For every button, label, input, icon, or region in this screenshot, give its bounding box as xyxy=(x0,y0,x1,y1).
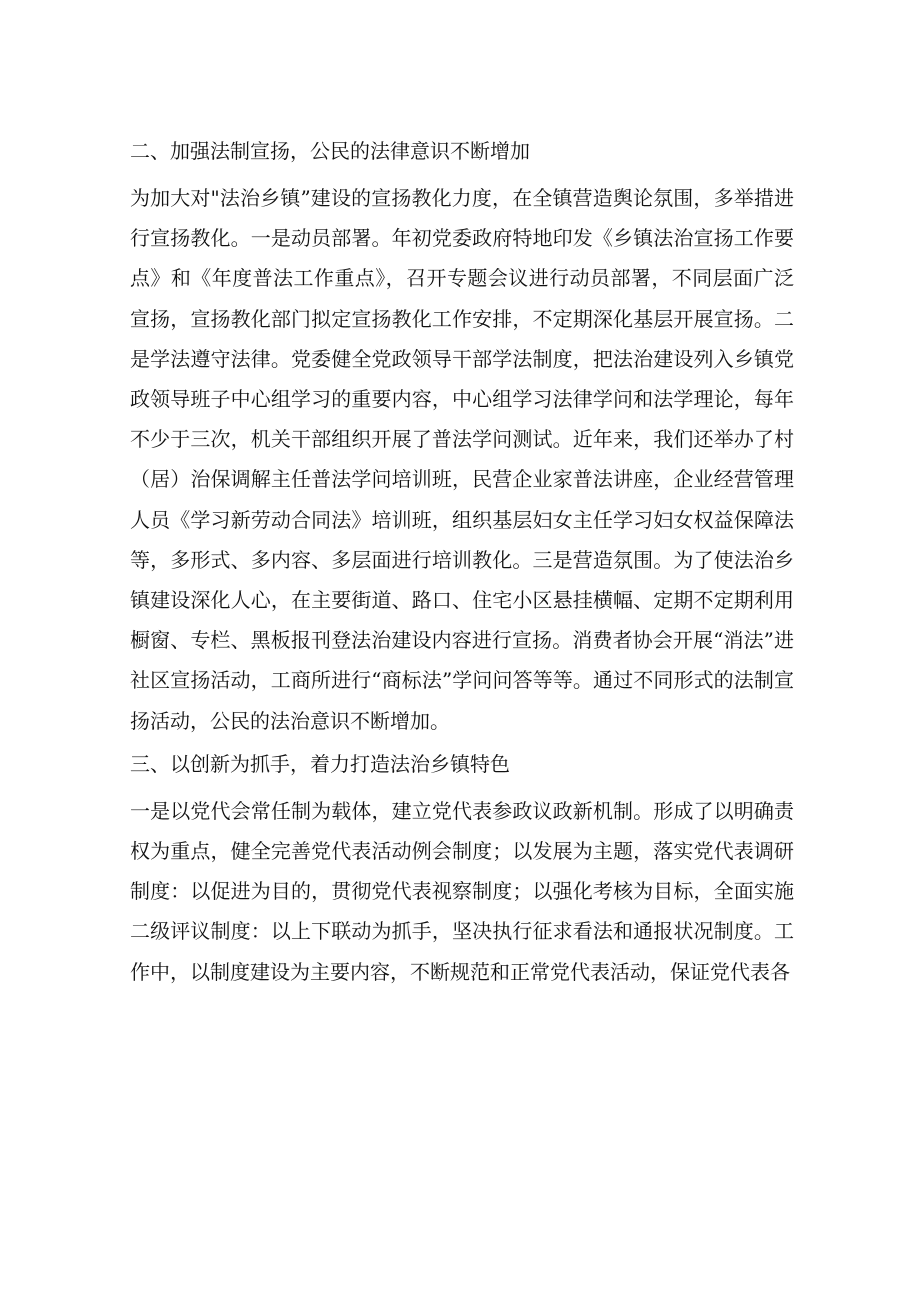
section-body-3: 一是以党代会常任制为载体，建立党代表参政议政新机制。形成了以明确责权为重点，健全完善党代表活动例会制度；以发展为主题，落实党代表调研制度：以促进为目的，贯彻党代表视察制度；以强化考核为目标，全面实施二级评议制度：以上下联动为抓手，坚决执行征求看法和通报状况制度。工作中，以制度建设为主要内容，不断规范和正常党代表活动，保证党代表各 xyxy=(130,798,794,984)
section-heading-2: 二、加强法制宣扬，公民的法律意识不断增加 xyxy=(130,139,530,163)
document-page xyxy=(130,120,794,996)
section-heading-3: 三、以创新为抓手，着力打造法治乡镇特色 xyxy=(130,751,510,776)
section-body-2: 为加大对"法治乡镇”建设的宣扬教化力度，在全镇营造舆论氛围，多举措进行宣扬教化。一是动员部署。年初党委政府特地印发《乡镇法治宣扬工作要点》和《年度普法工作重点》，召开专题会议进行动员部署，不同层面广泛宣扬，宣扬教化部门拟定宣扬教化工作安排，不定期深化基层开展宣扬。二是学法遵守法律。党委健全党政领导干部学法制度，把法治建设列入乡镇党政领导班子中心组学习的重要内容，中心组学习法律学问和法学理论，每年不少于三次，机关干部组织开展了普法学问测试。近年来，我们还举办了村（居）治保调解主任普法学问培训班，民营企业家普法讲座，企业经营管理人员《学习新劳动合同法》培训班，组织基层妇女主任学习妇女权益保障法等，多形式、多内容、多层面进行培训教化。三是营造氛围。为了使法治乡镇建设深化人心，在主要街道、路口、住宅小区悬挂横幅、定期不定期利用橱窗、专栏、黑板报刊登法治建设内容进行宣扬。消费者协会开展“消法”进社区宣扬活动，工商所进行“商标法”学问问答等等。通过不同形式的法制宣扬活动，公民的法治意识不断增加。 xyxy=(130,186,794,733)
